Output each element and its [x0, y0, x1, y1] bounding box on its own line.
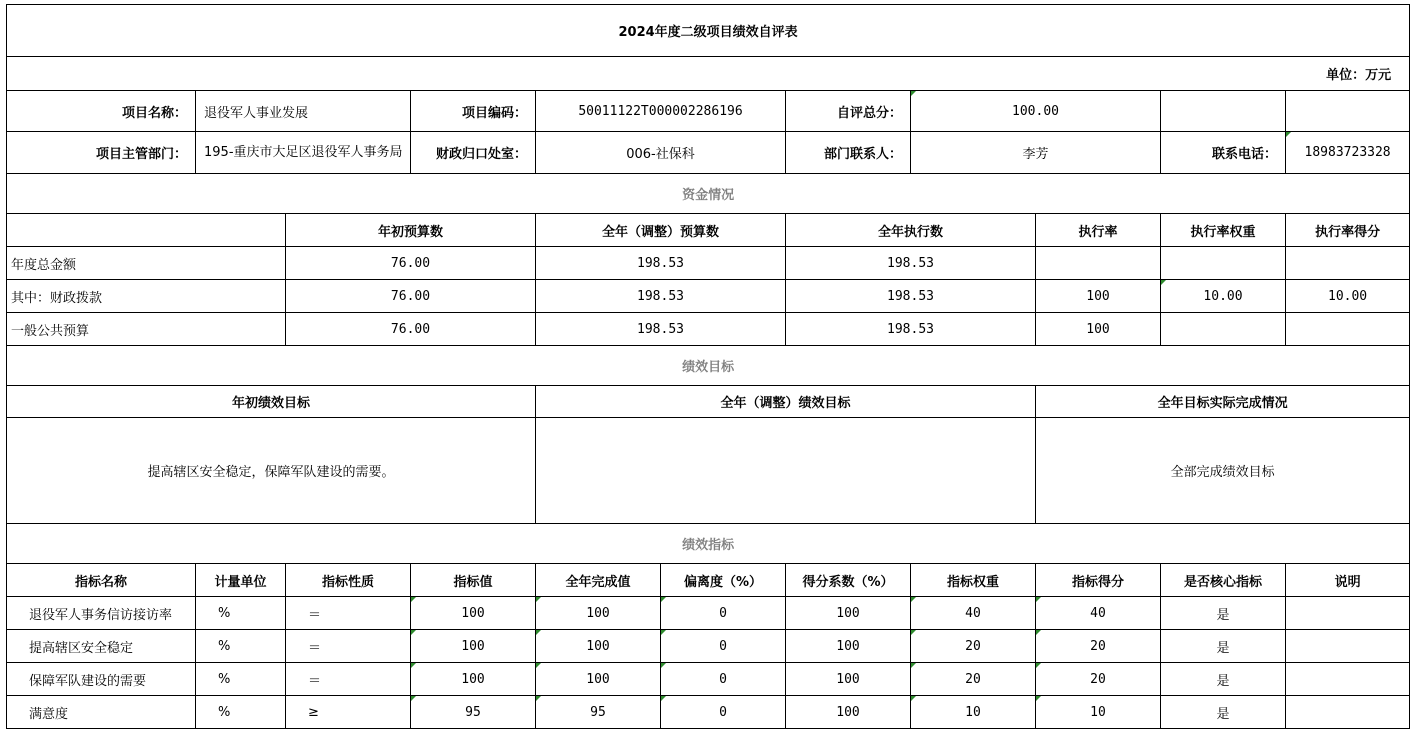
funds-header-score: 执行率得分: [1286, 214, 1410, 247]
funds-header-adjusted: 全年（调整）预算数: [536, 214, 786, 247]
ind-actual[interactable]: 100: [536, 663, 661, 696]
funds-header-rate: 执行率: [1036, 214, 1161, 247]
ind-header-actual: 全年完成值: [536, 564, 661, 597]
phone-value[interactable]: 18983723328: [1286, 132, 1410, 174]
finance-office-label: 财政归口处室：: [411, 132, 536, 174]
funds-row-adjusted[interactable]: 198.53: [536, 280, 786, 313]
ind-coef[interactable]: 100: [786, 663, 911, 696]
ind-deviation[interactable]: 0: [661, 597, 786, 630]
ind-coef[interactable]: 100: [786, 597, 911, 630]
goals-header-actual: 全年目标实际完成情况: [1036, 386, 1410, 418]
funds-row-executed[interactable]: 198.53: [786, 313, 1036, 346]
ind-header-weight: 指标权重: [911, 564, 1036, 597]
ind-target[interactable]: 95: [411, 696, 536, 729]
ind-nature[interactable]: ＝: [286, 663, 411, 696]
funds-row-initial[interactable]: 76.00: [286, 280, 536, 313]
ind-coef[interactable]: 100: [786, 630, 911, 663]
ind-score[interactable]: 10: [1036, 696, 1161, 729]
ind-actual[interactable]: 100: [536, 597, 661, 630]
ind-core[interactable]: 是: [1161, 597, 1286, 630]
ind-nature[interactable]: ＝: [286, 597, 411, 630]
ind-score[interactable]: 40: [1036, 597, 1161, 630]
ind-core[interactable]: 是: [1161, 630, 1286, 663]
ind-header-core: 是否核心指标: [1161, 564, 1286, 597]
empty-cell[interactable]: [1161, 91, 1286, 132]
ind-header-coef: 得分系数（%）: [786, 564, 911, 597]
dept-value[interactable]: 195-重庆市大足区退役军人事务局: [196, 132, 411, 174]
funds-row-name[interactable]: 一般公共预算: [7, 313, 286, 346]
ind-actual[interactable]: 100: [536, 630, 661, 663]
ind-header-note: 说明: [1286, 564, 1410, 597]
funds-row-name[interactable]: 其中：财政拨款: [7, 280, 286, 313]
funds-row-initial[interactable]: 76.00: [286, 247, 536, 280]
ind-deviation[interactable]: 0: [661, 696, 786, 729]
funds-row-score[interactable]: [1286, 313, 1410, 346]
funds-row-rate[interactable]: [1036, 247, 1161, 280]
ind-unit[interactable]: %: [196, 663, 286, 696]
indicator-row: [7, 630, 1410, 663]
funds-header-weight: 执行率权重: [1161, 214, 1286, 247]
funds-row-rate[interactable]: 100: [1036, 313, 1161, 346]
goals-initial-text[interactable]: 提高辖区安全稳定，保障军队建设的需要。: [7, 418, 536, 524]
dept-label: 项目主管部门：: [7, 132, 196, 174]
funds-header-executed: 全年执行数: [786, 214, 1036, 247]
ind-name[interactable]: 保障军队建设的需要: [7, 663, 196, 696]
funds-row: [7, 280, 1410, 313]
contact-label: 部门联系人：: [786, 132, 911, 174]
funds-header-initial: 年初预算数: [286, 214, 536, 247]
funds-row: [7, 313, 1410, 346]
funds-row-rate[interactable]: 100: [1036, 280, 1161, 313]
goals-actual-text[interactable]: 全部完成绩效目标: [1036, 418, 1410, 524]
project-name-label: 项目名称：: [7, 91, 196, 132]
ind-weight[interactable]: 20: [911, 663, 1036, 696]
ind-header-unit: 计量单位: [196, 564, 286, 597]
goals-header-adjusted: 全年（调整）绩效目标: [536, 386, 1036, 418]
funds-row-executed[interactable]: 198.53: [786, 247, 1036, 280]
funds-header-blank: [7, 214, 286, 247]
total-score-label: 自评总分：: [786, 91, 911, 132]
ind-nature[interactable]: ≥: [286, 696, 411, 729]
finance-office-value[interactable]: 006-社保科: [536, 132, 786, 174]
ind-name[interactable]: 满意度: [7, 696, 196, 729]
ind-header-nature: 指标性质: [286, 564, 411, 597]
ind-weight[interactable]: 10: [911, 696, 1036, 729]
ind-header-target: 指标值: [411, 564, 536, 597]
funds-row-executed[interactable]: 198.53: [786, 280, 1036, 313]
ind-unit[interactable]: %: [196, 630, 286, 663]
ind-note[interactable]: [1286, 630, 1410, 663]
indicator-row: [7, 663, 1410, 696]
ind-score[interactable]: 20: [1036, 663, 1161, 696]
goals-section-title: 绩效目标: [7, 346, 1410, 386]
sheet-title: 2024年度二级项目绩效自评表: [7, 5, 1410, 57]
ind-header-score: 指标得分: [1036, 564, 1161, 597]
goals-header-initial: 年初绩效目标: [7, 386, 536, 418]
funds-row: [7, 247, 1410, 280]
ind-name[interactable]: 退役军人事务信访接访率: [7, 597, 196, 630]
total-score-value[interactable]: 100.00: [911, 91, 1161, 132]
ind-name[interactable]: 提高辖区安全稳定: [7, 630, 196, 663]
funds-row-score[interactable]: 10.00: [1286, 280, 1410, 313]
ind-score[interactable]: 20: [1036, 630, 1161, 663]
funds-row-weight[interactable]: [1161, 313, 1286, 346]
funds-row-initial[interactable]: 76.00: [286, 313, 536, 346]
ind-target[interactable]: 100: [411, 663, 536, 696]
funds-row-adjusted[interactable]: 198.53: [536, 247, 786, 280]
indicators-section-title: 绩效指标: [7, 524, 1410, 564]
ind-coef[interactable]: 100: [786, 696, 911, 729]
project-code-label: 项目编码：: [411, 91, 536, 132]
funds-row-weight[interactable]: [1161, 247, 1286, 280]
ind-nature[interactable]: ＝: [286, 630, 411, 663]
self-evaluation-sheet: [6, 4, 1410, 729]
contact-value[interactable]: 李芳: [911, 132, 1161, 174]
project-name-value[interactable]: 退役军人事业发展: [196, 91, 411, 132]
ind-deviation[interactable]: 0: [661, 630, 786, 663]
ind-deviation[interactable]: 0: [661, 663, 786, 696]
empty-cell[interactable]: [1286, 91, 1410, 132]
ind-core[interactable]: 是: [1161, 663, 1286, 696]
ind-note[interactable]: [1286, 597, 1410, 630]
ind-note[interactable]: [1286, 696, 1410, 729]
ind-header-name: 指标名称: [7, 564, 196, 597]
ind-unit[interactable]: %: [196, 597, 286, 630]
funds-section-title: 资金情况: [7, 174, 1410, 214]
ind-core[interactable]: 是: [1161, 696, 1286, 729]
project-code-value[interactable]: 50011122T000002286196: [536, 91, 786, 132]
ind-target[interactable]: 100: [411, 597, 536, 630]
ind-actual[interactable]: 95: [536, 696, 661, 729]
ind-target[interactable]: 100: [411, 630, 536, 663]
ind-weight[interactable]: 40: [911, 597, 1036, 630]
ind-header-deviation: 偏离度（%）: [661, 564, 786, 597]
indicator-row: [7, 597, 1410, 630]
unit-label: 单位：万元: [7, 57, 1410, 91]
indicator-row: [7, 696, 1410, 729]
ind-weight[interactable]: 20: [911, 630, 1036, 663]
goals-adjusted-text[interactable]: [536, 418, 1036, 524]
funds-row-weight[interactable]: 10.00: [1161, 280, 1286, 313]
ind-note[interactable]: [1286, 663, 1410, 696]
phone-label: 联系电话：: [1161, 132, 1286, 174]
funds-row-name[interactable]: 年度总金额: [7, 247, 286, 280]
ind-unit[interactable]: %: [196, 696, 286, 729]
funds-row-score[interactable]: [1286, 247, 1410, 280]
funds-row-adjusted[interactable]: 198.53: [536, 313, 786, 346]
